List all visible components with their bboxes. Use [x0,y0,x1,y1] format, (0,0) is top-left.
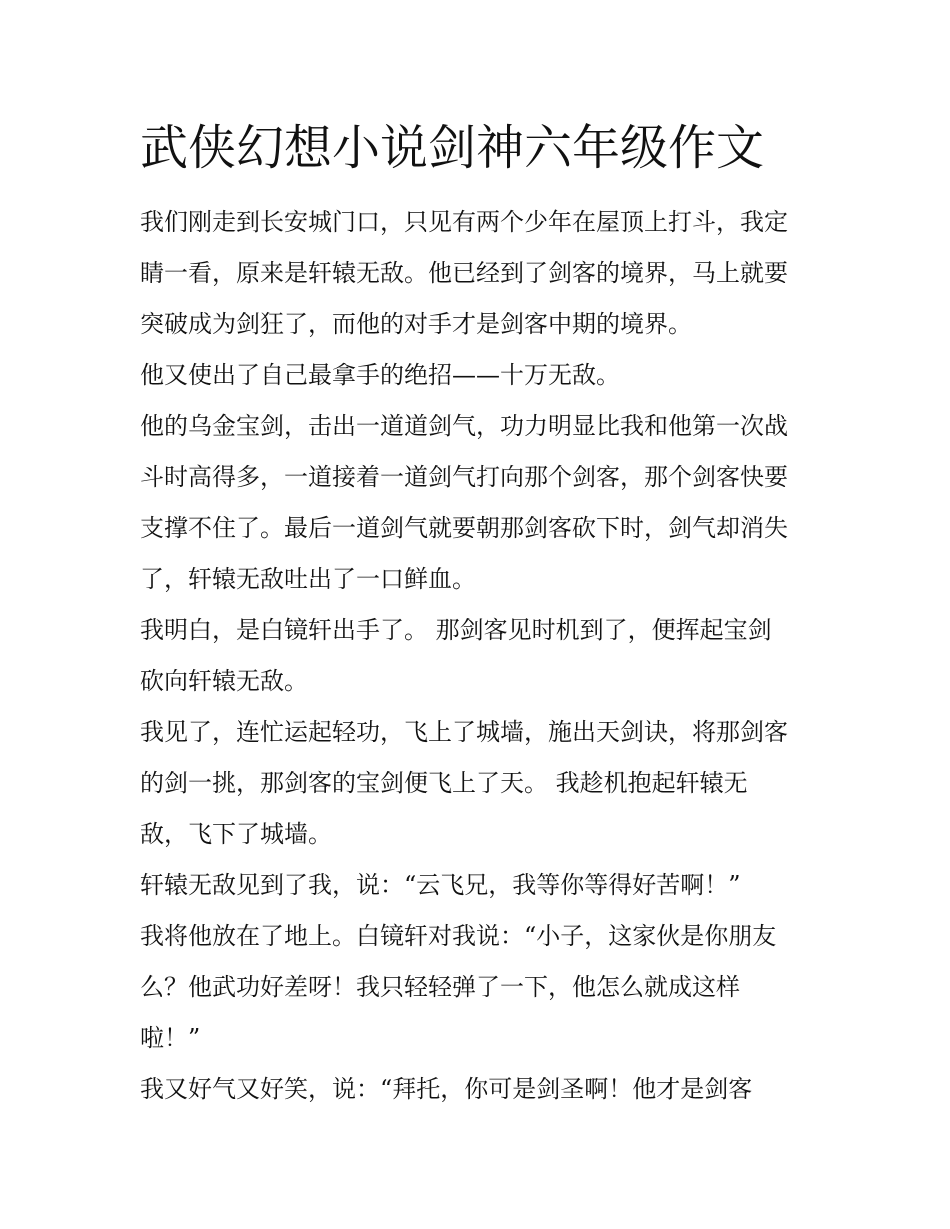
text-line: 支撑不住了。最后一道剑气就要朝那剑客砍下时，剑气却消失 [140,514,788,542]
text-line: 睛一看，原来是轩辕无敌。他已经到了剑客的境界，马上就要 [140,259,788,287]
text-line: 我明白，是白镜轩出手了。 那剑客见时机到了，便挥起宝剑 [140,616,772,644]
text-line: 他的乌金宝剑，击出一道道剑气，功力明显比我和他第一次战 [140,412,788,440]
text-line: 我将他放在了地上。白镜轩对我说：“小子，这家伙是你朋友 [140,922,777,950]
document-title: 武侠幻想小说剑神六年级作文 [140,120,765,176]
text-line: 我们刚走到长安城门口，只见有两个少年在屋顶上打斗，我定 [140,208,788,236]
text-line: 的剑一挑，那剑客的宝剑便飞上了天。 我趁机抱起轩辕无 [140,769,748,797]
text-line: 他又使出了自己最拿手的绝招——十万无敌。 [140,361,620,389]
text-line: 轩辕无敌见到了我，说：“云飞兄，我等你等得好苦啊！” [140,871,741,899]
text-line: 砍向轩辕无敌。 [140,667,308,695]
text-line: 了，轩辕无敌吐出了一口鲜血。 [140,565,476,593]
text-line: 么？他武功好差呀！我只轻轻弹了一下，他怎么就成这样 [140,973,740,1001]
text-line: 我见了，连忙运起轻功，飞上了城墙，施出天剑诀，将那剑客 [140,718,788,746]
text-line: 斗时高得多，一道接着一道剑气打向那个剑客，那个剑客快要 [140,463,788,491]
text-line: 突破成为剑狂了，而他的对手才是剑客中期的境界。 [140,310,692,338]
text-line: 啦！” [140,1024,201,1052]
text-line: 敌，飞下了城墙。 [140,820,332,848]
text-line: 我又好气又好笑，说：“拜托，你可是剑圣啊！他才是剑客 [140,1075,753,1103]
